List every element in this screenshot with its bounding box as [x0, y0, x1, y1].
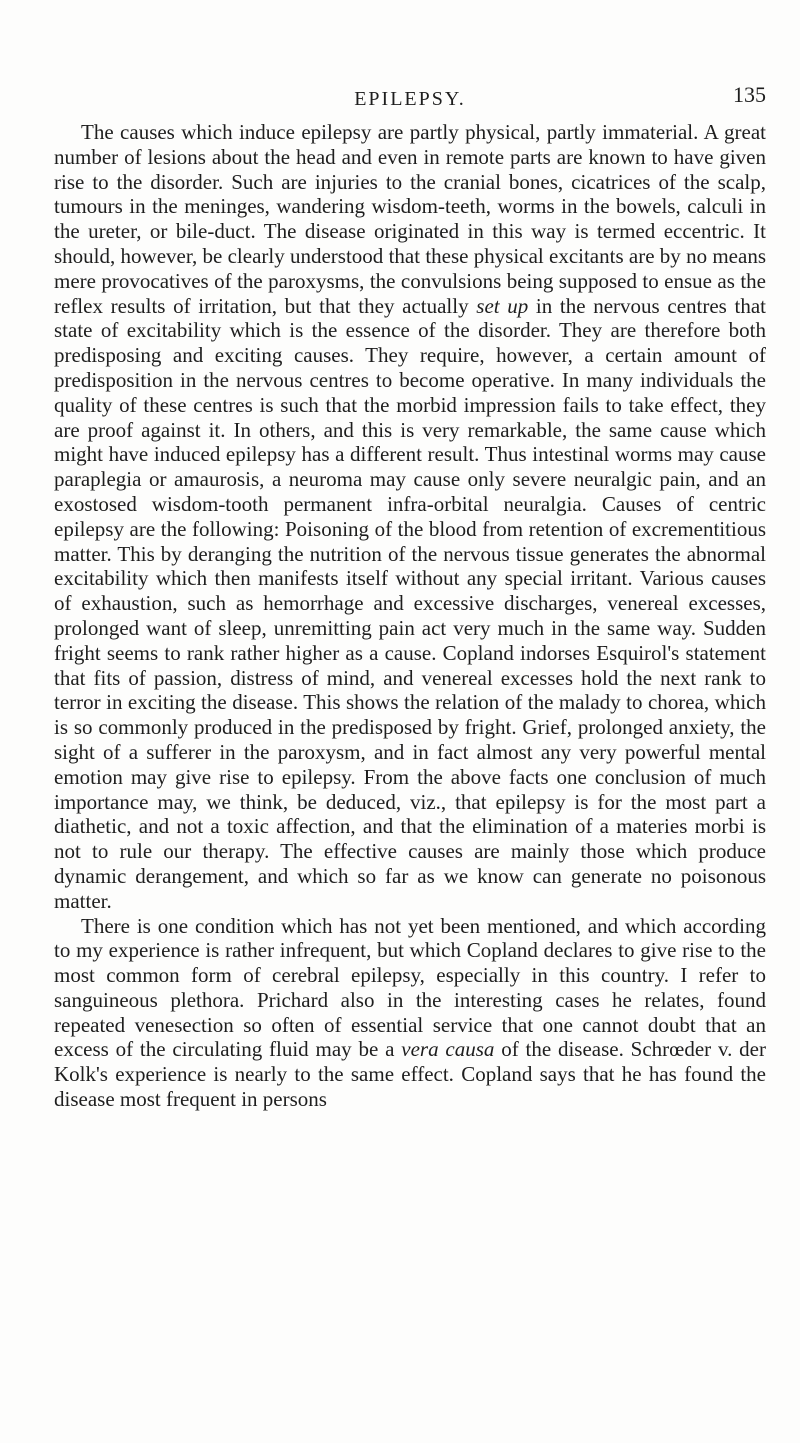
paragraph-text: The causes which induce epilepsy are partly physical, partly immaterial. A great number of lesions about the head and even in remote parts are known to have given rise to the disorder. Such are injuries to the cranial bones, cicatrices of the scalp, tumours in the meninges, wandering wisdom-teeth, worms in the bowels, calculi in the ureter, or bile-duct. The disease originated in this way is termed eccentric. It should, however, be clearly understood that these physical excitants are by no means mere provocatives of the paroxysms, the convulsions being supposed to ensue as the reflex results of irritation, but that they actually: [54, 120, 766, 318]
running-head: [54, 78, 766, 108]
paragraph-text: of the disease. Schrœder v. der Kolk's experience is nearly to the same effect. Copland says that he has found the disease most frequent in persons: [54, 1037, 766, 1112]
italic-phrase: set up: [476, 293, 529, 318]
paragraph-text: in the nervous centres that state of excitability which is the essence of the disorder. They are therefore both predisposing and exciting causes. They require, however, a certain amount of predisposition in the nervous centres to become operative. In many individuals the quality of these centres is such that the morbid impression fails to take effect, they are proof against it. In others, and this is very remarkable, the same cause which might have induced epilepsy has a different result. Thus intestinal worms may cause paraplegia or amaurosis, a neuroma may cause only severe neuralgic pain, and an exostosed wisdom-tooth permanent infra-orbital neuralgia. Causes of centric epilepsy are the following: Poisoning of the blood from retention of excrementitious matter. This by deranging the nutrition of the nervous tissue generates the abnormal excitability which then manifests itself without any special irritant. Various causes of exhaustion, such as hemorrhage and excessive discharges, venereal excesses, prolonged want of sleep, unremitting pain act very much in the same way. Sudden fright seems to rank rather higher as a cause. Copland indorses Esquirol's statement that fits of passion, distress of mind, and venereal excesses hold the next rank to terror in exciting the disease. This shows the relation of the malady to chorea, which is so commonly produced in the predisposed by fright. Grief, prolonged anxiety, the sight of a sufferer in the paroxysm, and in fact almost any very powerful mental emotion may give rise to epilepsy. From the above facts one conclusion of much importance may, we think, be deduced, viz., that epilepsy is for the most part a diathetic, and not a toxic affection, and that the elimination of a materies morbi is not to rule our therapy. The effective causes are mainly those which produce dynamic derangement, and which so far as we know can generate no poisonous matter.: [54, 293, 767, 913]
page-number: 135: [733, 82, 766, 107]
running-head-title: EPILEPSY.: [354, 88, 466, 110]
paragraph: [54, 120, 766, 914]
paragraph-text: There is one condition which has not yet been mentioned, and which according to my experience is rather infrequent, but which Copland declares to give rise to the most common form of cerebral epilepsy, especially in this country. I refer to sanguineous plethora. Prichard also in the interesting cases he relates, found repeated venesection so often of essential service that one cannot doubt that an excess of the circulating fluid may be a: [54, 913, 766, 1062]
paragraph: [54, 914, 766, 1112]
italic-phrase: vera causa: [401, 1037, 495, 1062]
text-body: [54, 120, 766, 1112]
